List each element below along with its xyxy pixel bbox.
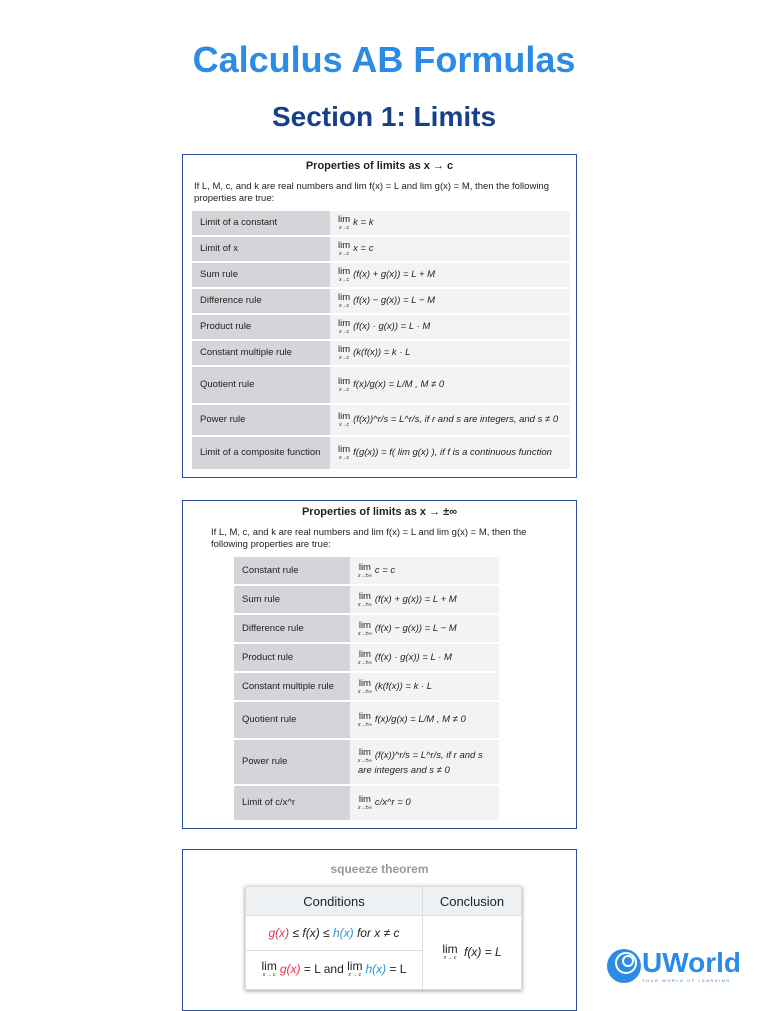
h-function: h(x) [332,925,354,940]
formula-text: (f(x) · g(x)) = L · M [374,651,452,663]
lim: lim x → c [261,959,277,978]
formula-text: x = c [353,243,374,254]
table-row [192,237,570,261]
rule-name: Constant multiple rule [234,673,350,700]
rule-name: Quotient rule [234,702,350,738]
table-row [192,405,570,435]
g-function: g(x) [279,962,301,977]
lim: lim x→±∞ [358,677,372,695]
text: = L [386,962,407,977]
table-row [234,557,499,584]
rule-formula [330,437,570,469]
formula-text: k = k [353,217,374,228]
rule-name: Difference rule [192,289,330,313]
squeeze-theorem-box [182,849,577,1011]
rule-formula [330,367,570,403]
lim: lim x→c [338,266,351,283]
page-title: Calculus AB Formulas [192,39,576,80]
lim: lim x→c [338,214,351,231]
formula-text: (f(x))^r/s = L^r/s, if r and s are integers and s ≠ 0 [358,749,483,776]
table-row [192,211,570,235]
lim: lim x→±∞ [358,746,372,764]
formula-text: (f(x) − g(x)) = L − M [374,622,457,634]
rule-name: Product rule [234,644,350,671]
h-function: h(x) [365,962,387,977]
lim: lim x→±∞ [358,794,372,811]
rule-name: Constant rule [234,557,350,584]
section-title: Section 1: Limits [271,101,497,132]
rule-name: Limit of x [192,237,330,261]
lim: lim x→±∞ [358,648,372,666]
rule-formula [350,644,499,671]
table-row [234,673,499,700]
rule-formula [330,315,570,339]
rule-formula [350,586,499,613]
formula-text: (f(x) + g(x)) = L + M [374,593,457,605]
box-intro: If L, M, c, and k are real numbers and lim f(x) = L and lim g(x) = M, then the following properties are true: [194,181,549,204]
lim: lim x → c [442,941,458,961]
rule-name: Power rule [192,405,330,435]
rule-name: Difference rule [234,615,350,642]
lim: lim x→c [338,240,351,257]
rule-formula [330,405,570,435]
uworld-logo [606,948,741,984]
text: for x ≠ c [353,925,400,940]
lim: lim x→c [338,292,351,309]
table-row [234,786,499,820]
header-conclusion: Conclusion [423,887,522,916]
table-row [234,702,499,738]
formula-text: (f(x))^r/s = L^r/s, if r and s are integers, and s ≠ 0 [353,414,559,425]
rule-formula [330,263,570,287]
rule-formula [350,557,499,584]
table-row [234,586,499,613]
conclusion: f(x) = L [463,944,502,959]
condition-inequality [246,916,423,951]
rule-formula [350,740,499,784]
table-row [234,644,499,671]
table-row [192,367,570,403]
lim: lim x→±∞ [358,711,372,728]
rule-formula [330,289,570,313]
formula-text: (k(f(x)) = k · L [353,347,411,358]
formula-text: (k(f(x)) = k · L [374,680,433,692]
lim: lim x→±∞ [358,590,372,608]
table-row [192,341,570,365]
limits-at-infinity-box [182,500,577,829]
logo-name: UWorld [642,947,742,978]
rule-name: Sum rule [192,263,330,287]
rule-formula [330,341,570,365]
header-conditions: Conditions [246,887,423,916]
rule-name: Power rule [234,740,350,784]
lim: lim x→±∞ [358,561,372,579]
box-intro: If L, M, c, and k are real numbers and lim f(x) = L and lim g(x) = M, then the following properties are true: [211,527,527,550]
formula-text: f(g(x)) = f( lim g(x) ), if f is a continuous function [353,447,552,458]
formula-text: f(x)/g(x) = L/M , M ≠ 0 [353,379,445,390]
uworld-globe-icon [606,948,642,984]
lim: lim x→c [338,344,351,361]
lim: lim x → c [347,959,363,978]
logo-tagline: YOUR WORLD OF LEARNING [642,978,731,983]
lim: lim x→c [338,444,351,461]
lim: lim x→c [338,411,351,428]
box-title: Properties of limits as x → c [305,160,454,172]
formula-text: f(x)/g(x) = L/M , M ≠ 0 [374,714,466,725]
lim: lim x→c [338,376,351,393]
rule-name: Limit of c/x^r [234,786,350,820]
lim: lim x→c [338,318,351,335]
rule-formula [350,786,499,820]
squeeze-theorem-table [245,886,522,990]
limits-at-c-table [192,209,570,471]
rule-name: Limit of a constant [192,211,330,235]
limits-at-c-box [182,154,577,478]
rule-name: Product rule [192,315,330,339]
rule-name: Quotient rule [192,367,330,403]
g-function: g(x) [268,925,290,940]
table-row [234,615,499,642]
text: ≤ f(x) ≤ [289,925,333,940]
formula-text: (f(x) + g(x)) = L + M [353,269,436,280]
table-row [234,740,499,784]
table-row [192,263,570,287]
rule-formula [330,237,570,261]
limits-at-infinity-table [234,555,499,822]
table-row [192,437,570,469]
formula-text: c = c [374,564,396,576]
table-row [192,289,570,313]
rule-name: Sum rule [234,586,350,613]
rule-formula [350,615,499,642]
rule-name: Limit of a composite function [192,437,330,469]
lim: lim x→±∞ [358,619,372,637]
conclusion-cell [423,916,522,990]
formula-text: (f(x) − g(x)) = L − M [353,295,436,306]
formula-text: c/x^r = 0 [374,797,411,808]
rule-formula [350,702,499,738]
rule-formula [330,211,570,235]
formula-text: (f(x) · g(x)) = L · M [353,321,431,332]
rule-formula [350,673,499,700]
box-title: squeeze theorem [330,862,429,876]
box-title: Properties of limits as x → ±∞ [301,506,458,518]
text: = L and [300,962,348,977]
rule-name: Constant multiple rule [192,341,330,365]
condition-limits [246,951,423,990]
table-row [192,315,570,339]
